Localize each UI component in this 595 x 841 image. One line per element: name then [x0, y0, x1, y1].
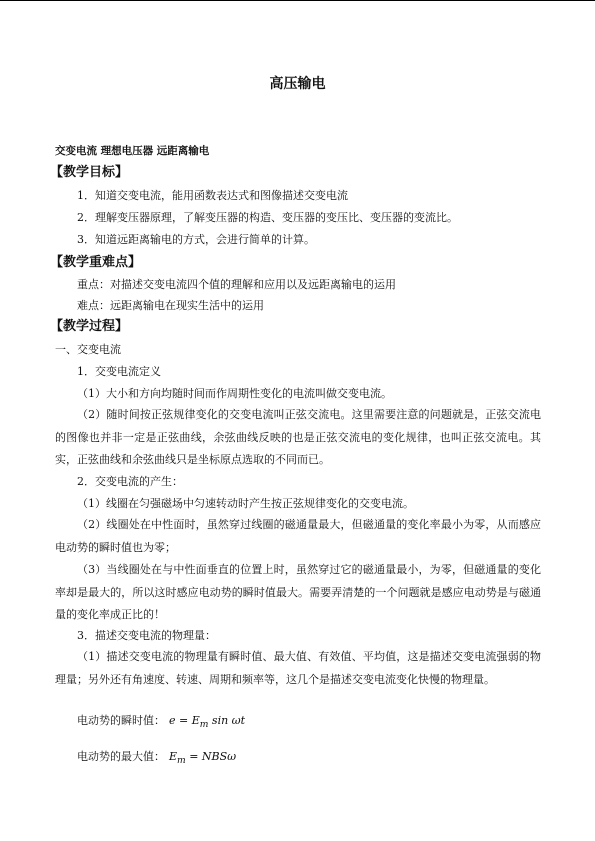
- focus-heading: 【教学重难点】: [50, 255, 142, 270]
- header-rule: [0, 0, 595, 1]
- process-heading: 【教学过程】: [50, 319, 129, 334]
- emf-max-formula: $E_m = NBS\omega$: [169, 750, 237, 767]
- paragraph: （1）线圈在匀强磁场中匀速转动时产生按正弦规律变化的交变电流。: [77, 497, 414, 510]
- paragraph: （3）当线圈处在与中性面垂直的位置上时，虽然穿过它的磁通量最小，为零，但磁通量的变化率却是最大的，所以这时感应电动势的瞬时值最大。需要弄清楚的一个问题就是感应电动势是与磁通量的变化率成正比的！: [55, 563, 541, 621]
- item-title: 1．交变电流定义: [77, 365, 161, 378]
- paragraph: （2）线圈处在中性面时，虽然穿过线圈的磁通量最大，但磁通量的变化率最小为零，从而感应电动势的瞬时值也为零；: [55, 518, 541, 554]
- paragraph: （1）描述交变电流的物理量有瞬时值、最大值、有效值、平均值，这是描述交变电流强弱的物理量；另外还有角速度、转速、周期和频率等，这几个是描述交变电流变化快慢的物理量。: [55, 650, 541, 686]
- part-title: 一、交变电流: [55, 343, 121, 356]
- emf-max-line: [77, 751, 236, 765]
- keywords-line: 交变电流 理想电压器 远距离输电: [55, 145, 210, 157]
- emf-instant-label: 电动势的瞬时值：: [77, 714, 165, 727]
- page-title: 高压输电: [269, 76, 326, 92]
- item-title: 2．交变电流的产生：: [77, 475, 183, 488]
- paragraph: （2）随时间按正弦规律变化的交变电流叫正弦交流电。这里需要注意的问题就是，正弦交流电的图像也并非一定是正弦曲线，余弦曲线反映的也是正弦交流电的变化规律，也叫正弦交流电。其实，正弦曲线和余弦曲线只是坐标原点选取的不同而已。: [55, 408, 541, 466]
- emf-instant-line: [77, 715, 245, 729]
- emf-instant-formula: $e = E_m$ sin ωt: [169, 714, 246, 731]
- emf-max-label: 电动势的最大值：: [77, 750, 165, 763]
- focus-difficult: 难点：远距离输电在现实生活中的运用: [77, 299, 264, 312]
- item-title: 3．描述交变电流的物理量：: [77, 629, 216, 642]
- goal-item: 2．理解变压器原理，了解变压器的构造、变压器的变压比、变压器的变流比。: [77, 211, 458, 224]
- paragraph: （1）大小和方向均随时间而作周期性变化的电流叫做交变电流。: [77, 387, 392, 400]
- goal-item: 3．知道远距离输电的方式，会进行简单的计算。: [77, 233, 315, 246]
- goals-heading: 【教学目标】: [50, 165, 129, 180]
- goal-item: 1．知道交变电流，能用函数表达式和图像描述交变电流: [77, 189, 348, 202]
- focus-key: 重点：对描述交变电流四个值的理解和应用以及远距离输电的运用: [77, 278, 396, 291]
